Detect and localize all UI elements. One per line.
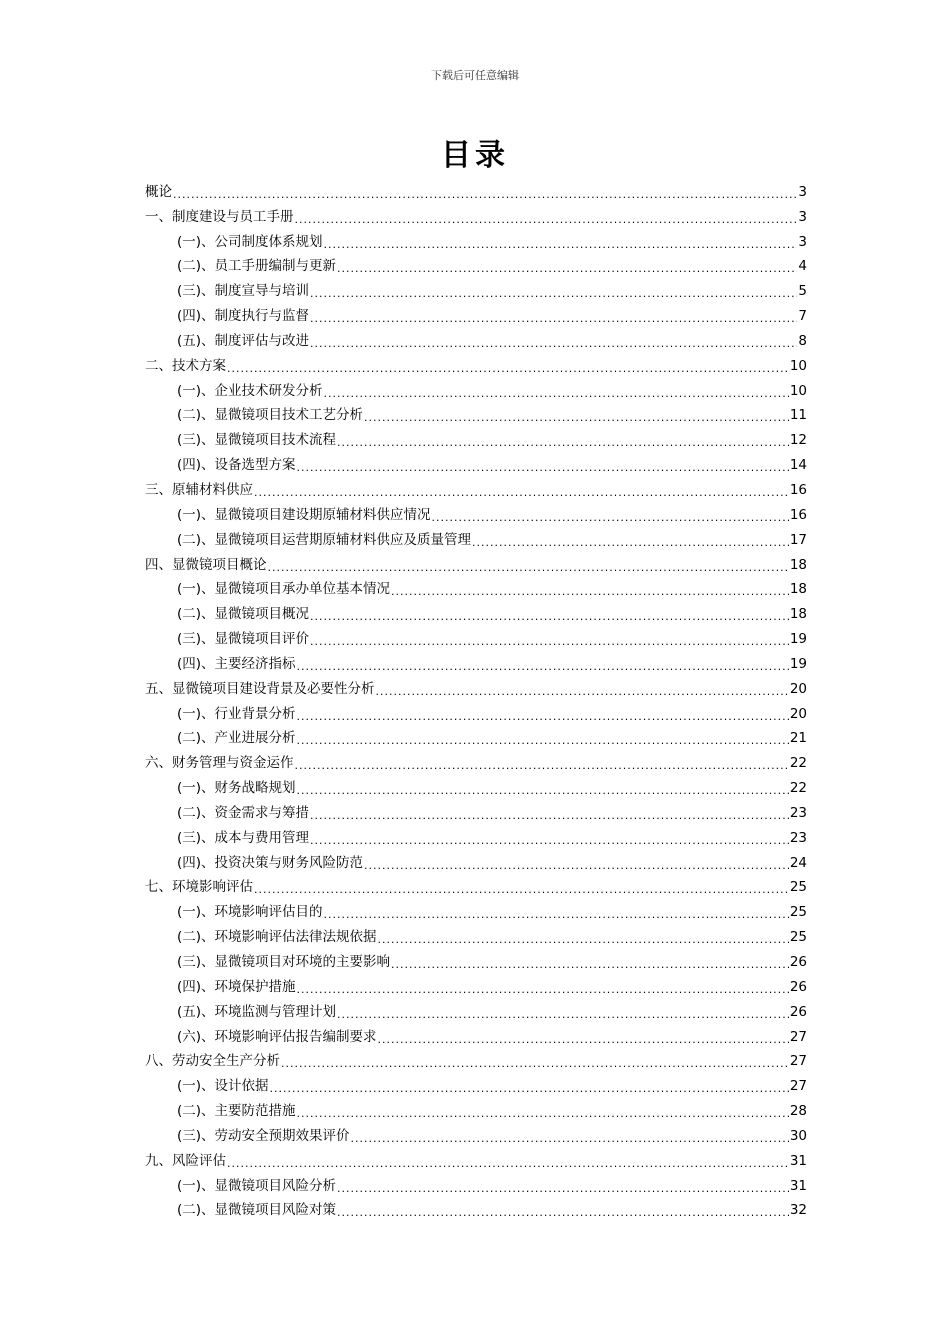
toc-entry[interactable] xyxy=(145,1169,807,1194)
toc-leader-dots xyxy=(297,462,789,473)
toc-leader-dots xyxy=(227,1158,789,1169)
toc-leader-dots xyxy=(324,909,789,920)
toc-entry-title: (六)、环境影响评估报告编制要求 xyxy=(177,1028,377,1045)
toc-leader-dots xyxy=(324,239,798,250)
toc-entry[interactable] xyxy=(145,299,807,324)
toc-entry-title: (三)、显微镜项目对环境的主要影响 xyxy=(177,954,391,970)
toc-entry-title: (二)、资金需求与筹措 xyxy=(177,804,310,821)
toc-entry[interactable] xyxy=(145,1045,807,1070)
toc-leader-dots xyxy=(337,1207,789,1218)
toc-entry[interactable] xyxy=(145,771,807,796)
toc-entry-title: (四)、设备选型方案 xyxy=(177,457,296,474)
toc-entry-page: 26 xyxy=(789,1003,807,1020)
toc-entry-title: (二)、显微镜项目运营期原辅材料供应及质量管理 xyxy=(177,531,472,548)
toc-entry[interactable] xyxy=(145,374,807,399)
toc-entry-page: 24 xyxy=(789,854,807,871)
toc-entry-title: (一)、设计依据 xyxy=(177,1078,269,1095)
toc-leader-dots xyxy=(297,984,789,995)
toc-entry[interactable] xyxy=(145,796,807,821)
toc-leader-dots xyxy=(310,810,789,821)
toc-entry[interactable] xyxy=(145,1094,807,1119)
toc-entry-page: 4 xyxy=(798,258,807,275)
toc-entry-title: (四)、投资决策与财务风险防范 xyxy=(177,854,364,871)
toc-entry-page: 20 xyxy=(789,680,807,697)
toc-entry-title: (三)、劳动安全预期效果评价 xyxy=(177,1127,350,1144)
toc-leader-dots xyxy=(254,487,789,498)
toc-entry-page: 25 xyxy=(789,929,807,946)
toc-entry-page: 10 xyxy=(789,357,807,374)
toc-entry-title: (一)、显微镜项目承办单位基本情况 xyxy=(177,581,391,598)
toc-entry[interactable] xyxy=(145,498,807,523)
toc-entry-page: 19 xyxy=(789,655,807,672)
toc-leader-dots xyxy=(295,214,798,225)
page-header: 下载后可任意编辑 xyxy=(431,69,519,82)
toc-entry-title: (一)、财务战略规划 xyxy=(177,780,296,797)
toc-leader-dots xyxy=(310,835,789,846)
toc-entry-page: 22 xyxy=(789,780,807,797)
toc-leader-dots xyxy=(391,586,789,597)
toc-entry-page: 3 xyxy=(798,233,807,250)
toc-entry-title: (四)、主要经济指标 xyxy=(177,655,296,672)
toc-entry-title: (二)、产业进展分析 xyxy=(177,730,296,747)
toc-leader-dots xyxy=(297,1108,789,1119)
toc-leader-dots xyxy=(295,760,789,771)
toc-entry-title: (一)、显微镜项目建设期原辅材料供应情况 xyxy=(177,506,431,523)
toc-entry-page: 22 xyxy=(789,755,807,772)
toc-entry-title: (一)、公司制度体系规划 xyxy=(177,233,323,250)
toc-entry-page: 31 xyxy=(789,1177,807,1194)
toc-entry-title: (二)、员工手册编制与更新 xyxy=(177,258,337,275)
toc-leader-dots xyxy=(310,288,797,299)
toc-entry-title: (一)、企业技术研发分析 xyxy=(177,382,323,399)
toc-leader-dots xyxy=(337,1009,789,1020)
toc-entry-page: 8 xyxy=(798,332,807,349)
toc-entry-title: (一)、显微镜项目风险分析 xyxy=(177,1177,337,1194)
toc-entry-title: (二)、主要防范措施 xyxy=(177,1103,296,1120)
toc-entry-page: 25 xyxy=(789,904,807,921)
toc-entry-page: 16 xyxy=(789,506,807,523)
toc-entry-title: (二)、环境影响评估法律法规依据 xyxy=(177,929,377,946)
toc-leader-dots xyxy=(432,512,789,523)
toc-leader-dots xyxy=(310,636,789,647)
toc-entry-page: 26 xyxy=(789,978,807,995)
toc-leader-dots xyxy=(472,537,789,548)
toc-entry-page: 25 xyxy=(789,879,807,896)
toc-entry[interactable] xyxy=(145,523,807,548)
toc-entry-title: 五、显微镜项目建设背景及必要性分析 xyxy=(145,680,375,697)
toc-leader-dots xyxy=(297,785,789,796)
toc-entry[interactable] xyxy=(145,1020,807,1045)
toc-entry[interactable] xyxy=(145,647,807,672)
toc-entry-page: 31 xyxy=(789,1152,807,1169)
toc-leader-dots xyxy=(254,884,789,895)
toc-leader-dots xyxy=(297,735,789,746)
toc-entry-page: 16 xyxy=(789,481,807,498)
toc-entry-title: (一)、行业背景分析 xyxy=(177,705,296,722)
toc-entry[interactable] xyxy=(145,573,807,598)
toc-entry-title: (五)、环境监测与管理计划 xyxy=(177,1003,337,1020)
toc-entry-title: (三)、显微镜项目评价 xyxy=(177,631,310,648)
toc-leader-dots xyxy=(337,263,797,274)
toc-entry[interactable] xyxy=(145,1144,807,1169)
toc-entry-title: (四)、制度执行与监督 xyxy=(177,308,310,325)
toc-entry-page: 18 xyxy=(789,606,807,623)
toc-entry[interactable] xyxy=(145,200,807,225)
toc-entry-title: 三、原辅材料供应 xyxy=(145,481,253,498)
toc-leader-dots xyxy=(376,686,789,697)
toc-entry[interactable] xyxy=(145,448,807,473)
toc-entry[interactable] xyxy=(145,995,807,1020)
toc-entry-title: (五)、制度评估与改进 xyxy=(177,332,310,349)
toc-entry[interactable] xyxy=(145,846,807,871)
toc-entry[interactable] xyxy=(145,1194,807,1219)
toc-leader-dots xyxy=(364,412,789,423)
toc-entry-title: 一、制度建设与员工手册 xyxy=(145,208,294,225)
toc-entry[interactable] xyxy=(145,895,807,920)
toc-leader-dots xyxy=(310,313,797,324)
toc-leader-dots xyxy=(173,189,797,200)
toc-entry-page: 27 xyxy=(789,1078,807,1095)
toc-entry-page: 5 xyxy=(798,283,807,300)
toc-leader-dots xyxy=(297,711,789,722)
toc-entry[interactable] xyxy=(145,722,807,747)
toc-entry-page: 10 xyxy=(789,382,807,399)
toc-entry-title: 概论 xyxy=(145,183,172,200)
toc-entry-page: 30 xyxy=(789,1127,807,1144)
toc-entry-title: (二)、显微镜项目概况 xyxy=(177,606,310,623)
toc-entry-title: (三)、成本与费用管理 xyxy=(177,829,310,846)
toc-entry-title: 七、环境影响评估 xyxy=(145,879,253,896)
toc-leader-dots xyxy=(310,611,789,622)
toc-entry[interactable] xyxy=(145,548,807,573)
toc-entry-page: 12 xyxy=(789,432,807,449)
toc-entry-page: 32 xyxy=(789,1202,807,1219)
toc-entry-page: 26 xyxy=(789,954,807,970)
toc-entry[interactable] xyxy=(145,399,807,424)
toc-leader-dots xyxy=(391,959,789,970)
toc-entry-title: (二)、显微镜项目技术工艺分析 xyxy=(177,407,364,424)
toc-entry-page: 11 xyxy=(789,407,807,424)
toc-entry[interactable] xyxy=(145,697,807,722)
toc-entry[interactable] xyxy=(145,871,807,896)
toc-entry-title: (二)、显微镜项目风险对策 xyxy=(177,1202,337,1219)
toc-leader-dots xyxy=(378,1034,789,1045)
toc-entry[interactable] xyxy=(145,473,807,498)
toc-entry-page: 21 xyxy=(789,730,807,747)
toc-entry-title: (三)、显微镜项目技术流程 xyxy=(177,432,337,449)
toc-leader-dots xyxy=(268,562,789,573)
toc-entry[interactable] xyxy=(145,920,807,945)
toc-leader-dots xyxy=(324,388,789,399)
toc-entry-page: 14 xyxy=(789,457,807,474)
toc-title: 目录 xyxy=(441,138,509,173)
toc-entry[interactable] xyxy=(145,1119,807,1144)
toc-entry-page: 27 xyxy=(789,1053,807,1070)
toc-leader-dots xyxy=(337,1183,789,1194)
toc-entry-page: 18 xyxy=(789,556,807,573)
toc-entry-page: 28 xyxy=(789,1103,807,1120)
toc-entry[interactable] xyxy=(145,324,807,349)
toc-entry-page: 3 xyxy=(798,183,807,200)
toc-entry[interactable] xyxy=(145,250,807,275)
toc-entry-page: 23 xyxy=(789,829,807,846)
toc-entry[interactable] xyxy=(145,672,807,697)
toc-entry-title: 九、风险评估 xyxy=(145,1152,226,1169)
toc-entry-page: 17 xyxy=(789,531,807,548)
toc-entry[interactable] xyxy=(145,274,807,299)
toc-leader-dots xyxy=(310,338,797,349)
toc-leader-dots xyxy=(297,661,789,672)
toc-leader-dots xyxy=(337,437,789,448)
toc-entry-title: (一)、环境影响评估目的 xyxy=(177,904,323,921)
toc-entry-title: 六、财务管理与资金运作 xyxy=(145,755,294,772)
toc-entry[interactable] xyxy=(145,597,807,622)
toc-entry-page: 20 xyxy=(789,705,807,722)
toc-entry-page: 3 xyxy=(798,208,807,225)
toc-entry[interactable] xyxy=(145,225,807,250)
toc-leader-dots xyxy=(270,1083,789,1094)
toc-entry-page: 23 xyxy=(789,804,807,821)
toc-entry[interactable] xyxy=(145,622,807,647)
toc-entry[interactable] xyxy=(145,945,807,970)
toc-leader-dots xyxy=(351,1133,789,1144)
toc-entry[interactable] xyxy=(145,175,807,200)
toc-leader-dots xyxy=(364,860,789,871)
toc-entry-page: 7 xyxy=(798,308,807,325)
toc-entry[interactable] xyxy=(145,349,807,374)
toc-entry-title: 四、显微镜项目概论 xyxy=(145,556,267,573)
toc-entry-title: 二、技术方案 xyxy=(145,357,226,374)
toc-leader-dots xyxy=(378,934,789,945)
toc-leader-dots xyxy=(281,1058,789,1069)
toc-entry[interactable] xyxy=(145,1069,807,1094)
table-of-contents xyxy=(145,175,807,1218)
toc-entry[interactable] xyxy=(145,821,807,846)
toc-leader-dots xyxy=(227,363,789,374)
toc-entry-page: 27 xyxy=(789,1028,807,1045)
toc-entry[interactable] xyxy=(145,970,807,995)
toc-entry[interactable] xyxy=(145,746,807,771)
toc-entry-title: 八、劳动安全生产分析 xyxy=(145,1053,280,1070)
toc-entry-page: 19 xyxy=(789,631,807,648)
toc-entry[interactable] xyxy=(145,423,807,448)
toc-entry-title: (四)、环境保护措施 xyxy=(177,978,296,995)
toc-entry-title: (三)、制度宣导与培训 xyxy=(177,283,310,300)
toc-entry-page: 18 xyxy=(789,581,807,598)
